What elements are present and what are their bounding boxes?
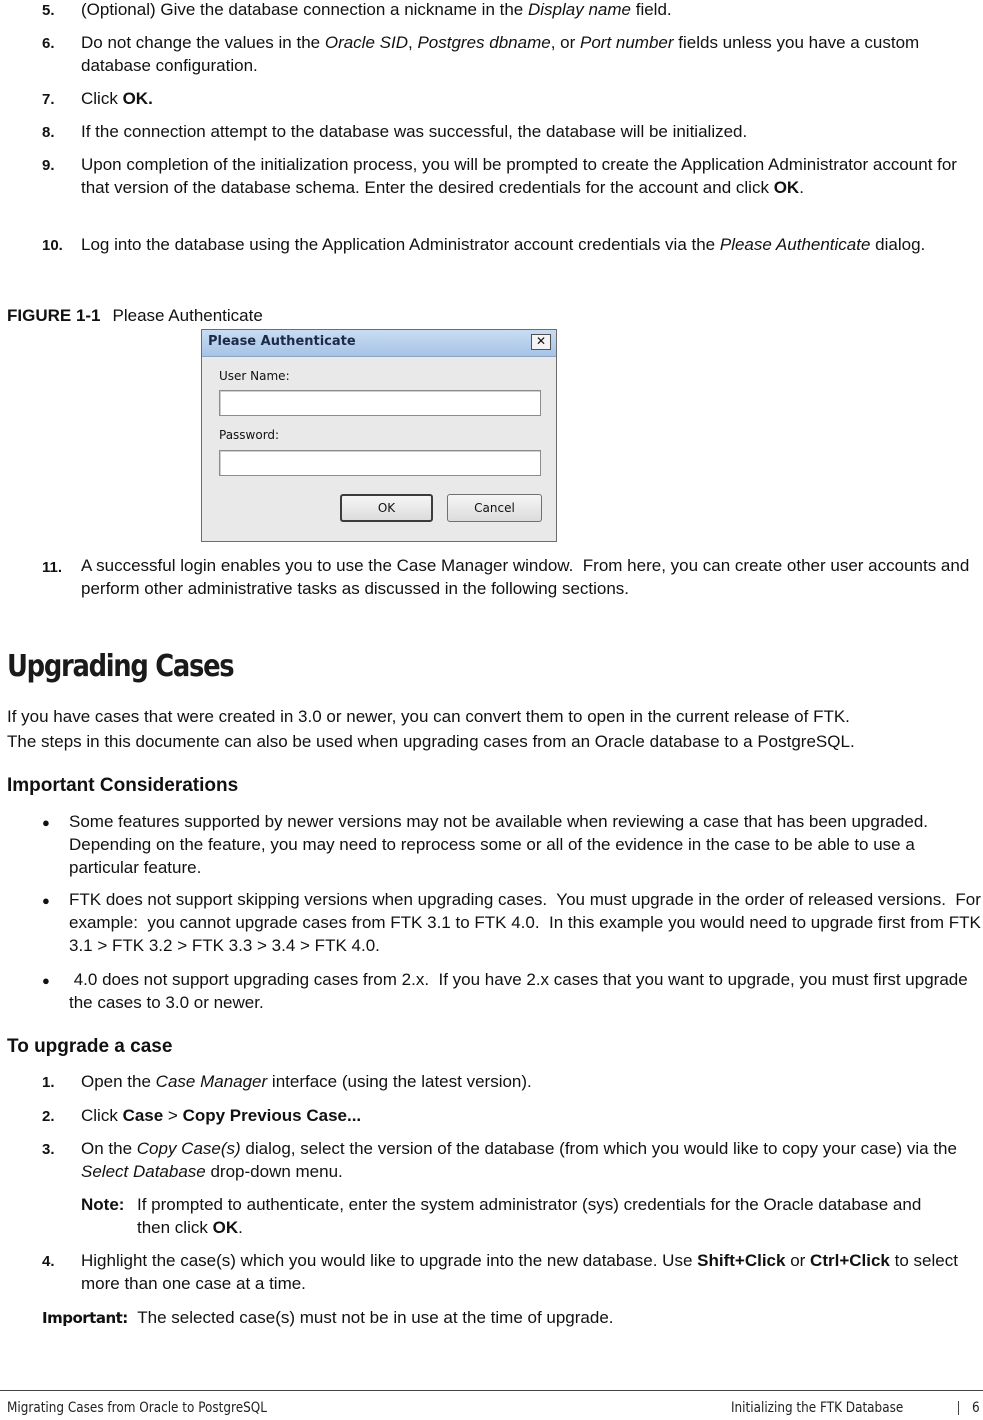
intro-paragraph-1: If you have cases that were created in 3.0 or newer, you can convert them to open in the current release of FTK. [7, 707, 850, 726]
step-text: A successful login enables you to use the Case Manager window. From here, you can create other user accounts and perform other administrative tasks as discussed in the following sections. [81, 556, 970, 598]
intro-paragraph-2: The steps in this documente can also be used when upgrading cases from an Oracle database to a PostgreSQL. [7, 732, 855, 751]
figure-label: FIGURE 1-1 [7, 306, 101, 325]
step-number: 6. [42, 35, 55, 52]
step-number: 10. [42, 237, 63, 254]
step-text: Highlight the case(s) which you would like to upgrade into the new database. Use Shift+Click or Ctrl+Click to select more than one case at a time. [81, 1251, 958, 1293]
consideration-item: FTK does not support skipping versions when upgrading cases. You must upgrade in the order of released versions. For example: you cannot upgrade cases from FTK 3.1 to FTK 4.0. In this example you would need to upgrade first from FTK 3.1 > FTK 3.2 > FTK 3.3 > 3.4 > FTK 4.0. [69, 890, 981, 955]
step-text: Open the Case Manager interface (using the latest version). [81, 1072, 532, 1091]
figure-caption [7, 304, 263, 327]
please-authenticate-dialog [201, 329, 557, 542]
step-text: Upon completion of the initialization process, you will be prompted to create the Application Administrator account for that version of the database schema. Enter the desired credentials for the account and click OK. [81, 155, 957, 197]
step-number: 11. [42, 559, 63, 576]
cancel-button[interactable]: Cancel [447, 494, 542, 522]
step-text: On the Copy Case(s) dialog, select the version of the database (from which you would like to copy your case) via the Select Database drop-down menu. [81, 1139, 957, 1181]
figure-title: Please Authenticate [112, 306, 263, 325]
dialog-title-bar [202, 330, 556, 357]
step-number: 3. [42, 1141, 55, 1158]
step-number: 9. [42, 157, 55, 174]
step-text: Do not change the values in the Oracle SID, Postgres dbname, or Port number fields unless you have a custom database configuration. [81, 33, 920, 75]
important-note [42, 1306, 614, 1330]
step-text: Log into the database using the Application Administrator account credentials via the Please Authenticate dialog. [81, 235, 926, 254]
page-number: 6 [972, 1400, 980, 1416]
consideration-item: Some features supported by newer versions may not be available when reviewing a case that has been upgraded. Depending on the feature, you may need to reprocess some or all of the evidence in the case to be able to use a particular feature. [69, 812, 933, 877]
footer-separator [958, 1401, 959, 1415]
step-text: Click OK. [81, 89, 153, 108]
footer-rule [0, 1390, 983, 1391]
important-text: The selected case(s) must not be in use at the time of upgrade. [137, 1308, 614, 1327]
footer-doc-title: Migrating Cases from Oracle to PostgreSQL [7, 1400, 267, 1416]
step-number: 7. [42, 91, 55, 108]
step-number: 4. [42, 1253, 55, 1270]
step-text: (Optional) Give the database connection a nickname in the Display name field. [81, 0, 672, 19]
bullet-icon: ● [42, 973, 50, 988]
password-input[interactable] [219, 450, 541, 476]
dialog-title: Please Authenticate [208, 334, 356, 349]
note-label: Note: [81, 1195, 125, 1214]
step-number: 8. [42, 124, 55, 141]
consideration-item: 4.0 does not support upgrading cases from 2.x. If you have 2.x cases that you want to upgrade, you must first upgrade the cases to 3.0 or newer. [69, 970, 968, 1012]
username-label: User Name: [219, 369, 290, 383]
close-icon[interactable]: ✕ [531, 334, 551, 350]
bullet-icon: ● [42, 815, 50, 830]
step-number: 1. [42, 1074, 55, 1091]
step-text: Click Case > Copy Previous Case... [81, 1106, 362, 1125]
step-text: If the connection attempt to the database was successful, the database will be initialized. [81, 122, 748, 141]
bullet-icon: ● [42, 893, 50, 908]
step-number: 2. [42, 1108, 55, 1125]
step-number: 5. [42, 2, 55, 19]
ok-button[interactable]: OK [340, 494, 433, 522]
footer-chapter-title: Initializing the FTK Database [731, 1400, 904, 1416]
password-label: Password: [219, 428, 280, 442]
considerations-heading: Important Considerations [7, 775, 239, 796]
username-input[interactable] [219, 390, 541, 416]
section-title: Upgrading Cases [7, 649, 234, 684]
important-label: Important: [42, 1309, 128, 1327]
note-text: If prompted to authenticate, enter the system administrator (sys) credentials for the Oracle database and then click OK. [137, 1195, 922, 1237]
procedure-heading: To upgrade a case [7, 1036, 173, 1057]
